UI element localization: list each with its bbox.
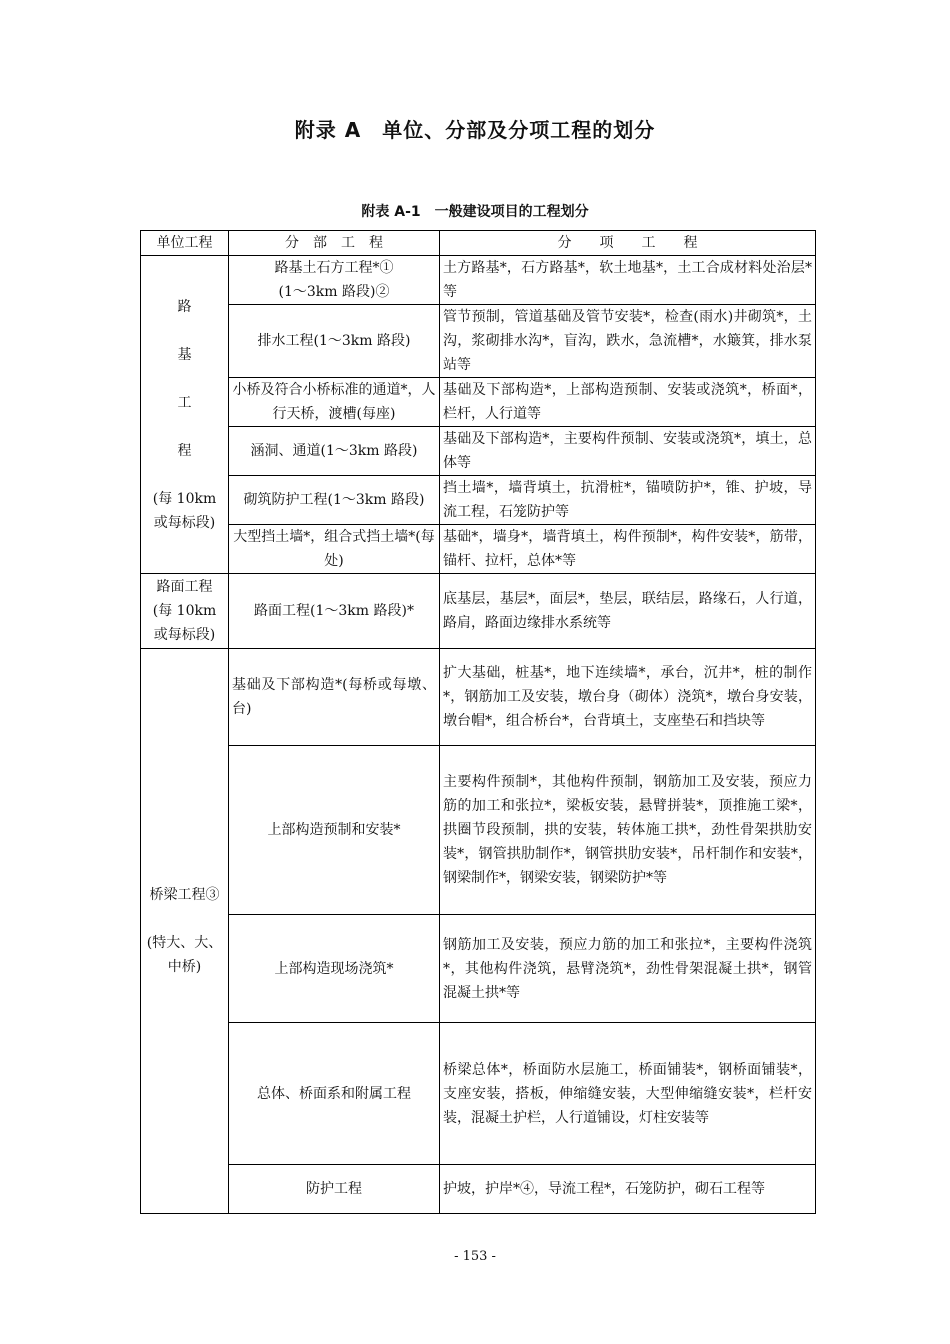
- page-title: 附录 A 单位、分部及分项工程的划分: [294, 118, 656, 142]
- division-cell: 上部构造预制和安装*: [229, 746, 440, 915]
- header-items: 分 项 工 程: [440, 231, 816, 256]
- unit-text: (每 10km: [152, 490, 217, 507]
- unit-text: 或每标段): [153, 627, 216, 643]
- unit-cell-subgrade: [141, 256, 229, 574]
- table-row: [141, 1165, 816, 1214]
- table-row: [141, 256, 816, 305]
- unit-text: (特大、大、: [146, 935, 223, 951]
- header-unit: 单位工程: [141, 231, 229, 256]
- division-cell: 基础及下部构造*(每桥或每墩、台): [229, 649, 440, 746]
- table-row: [141, 574, 816, 649]
- table-row: [141, 427, 816, 476]
- unit-text: 基: [177, 346, 192, 363]
- division-cell: 大型挡土墙*，组合式挡土墙*(每处): [229, 525, 440, 574]
- unit-cell-pavement: [141, 574, 229, 649]
- engineering-division-table: [140, 230, 816, 1214]
- division-cell: 总体、桥面系和附属工程: [229, 1023, 440, 1165]
- division-cell: 路面工程(1～3km 路段)*: [229, 574, 440, 649]
- table-row: [141, 525, 816, 574]
- unit-text: 路面工程: [156, 579, 213, 595]
- division-cell: 防护工程: [229, 1165, 440, 1214]
- unit-text: 或每标段): [153, 514, 216, 531]
- table-row: [141, 649, 816, 746]
- division-cell: 涵洞、通道(1～3km 路段): [229, 427, 440, 476]
- items-cell: 挡土墙*，墙背填土，抗滑桩*，锚喷防护*，锥、护坡，导流工程，石笼防护等: [440, 476, 816, 525]
- page-number: - 153 -: [454, 1249, 496, 1264]
- items-cell: 钢筋加工及安装，预应力筋的加工和张拉*，主要构件浇筑*，其他构件浇筑，悬臂浇筑*，劲性骨架混凝土拱*，钢管混凝土拱*等: [440, 915, 816, 1023]
- items-cell: 基础及下部构造*，上部构造预制、安装或浇筑*，桥面*，栏杆，人行道等: [440, 378, 816, 427]
- header-division: 分 部 工 程: [229, 231, 440, 256]
- unit-text: 桥梁工程③: [149, 887, 220, 903]
- division-cell: 路基土石方工程*① (1～3km 路段)②: [229, 256, 440, 305]
- items-cell: 底基层，基层*，面层*，垫层，联结层，路缘石，人行道，路肩，路面边缘排水系统等: [440, 574, 816, 649]
- division-cell: 上部构造现场浇筑*: [229, 915, 440, 1023]
- items-cell: 护坡，护岸*④，导流工程*，石笼防护，砌石工程等: [440, 1165, 816, 1214]
- division-cell: 砌筑防护工程(1～3km 路段): [229, 476, 440, 525]
- division-cell: 小桥及符合小桥标准的通道*，人行天桥，渡槽(每座): [229, 378, 440, 427]
- division-cell: 排水工程(1～3km 路段): [229, 305, 440, 378]
- items-cell: 土方路基*，石方路基*，软土地基*，土工合成材料处治层*等: [440, 256, 816, 305]
- items-cell: 桥梁总体*，桥面防水层施工，桥面铺装*，钢桥面铺装*，支座安装，搭板，伸缩缝安装，大型伸缩缝安装*，栏杆安装，混凝土护栏，人行道铺设，灯柱安装等: [440, 1023, 816, 1165]
- unit-text: 中桥): [167, 959, 202, 975]
- table-caption: 附表 A-1 一般建设项目的工程划分: [361, 204, 589, 220]
- unit-text: 程: [177, 442, 192, 459]
- items-cell: 基础及下部构造*，主要构件预制、安装或浇筑*，填土，总体等: [440, 427, 816, 476]
- items-cell: 基础*，墙身*，墙背填土，构件预制*，构件安装*，筋带，锚杆、拉杆，总体*等: [440, 525, 816, 574]
- table-row: [141, 1023, 816, 1165]
- unit-text: (每 10km: [152, 603, 217, 619]
- table-header-row: [141, 231, 816, 256]
- table-row: [141, 915, 816, 1023]
- table-row: [141, 305, 816, 378]
- unit-text: 工: [177, 394, 192, 411]
- items-cell: 扩大基础，桩基*，地下连续墙*，承台，沉井*，桩的制作 *，钢筋加工及安装，墩台身（砌体）浇筑*，墩台身安装，墩台帽*，组合桥台*，台背填土，支座垫石和挡块等: [440, 649, 816, 746]
- items-cell: 主要构件预制*，其他构件预制，钢筋加工及安装，预应力筋的加工和张拉*，梁板安装，悬臂拼装*，顶推施工梁*，拱圈节段预制，拱的安装，转体施工拱*，劲性骨架拱肋安装*，钢管拱肋制作*，钢管拱肋安装*，吊杆制作和安装*，钢梁制作*，钢梁安装，钢梁防护*等: [440, 746, 816, 915]
- unit-text: 路: [177, 298, 192, 315]
- table-row: [141, 378, 816, 427]
- table-row: [141, 476, 816, 525]
- items-cell: 管节预制，管道基础及管节安装*，检查(雨水)井砌筑*，土沟，浆砌排水沟*，盲沟，跌水，急流槽*，水簸箕，排水泵站等: [440, 305, 816, 378]
- unit-cell-bridge: [141, 649, 229, 1214]
- table-row: [141, 746, 816, 915]
